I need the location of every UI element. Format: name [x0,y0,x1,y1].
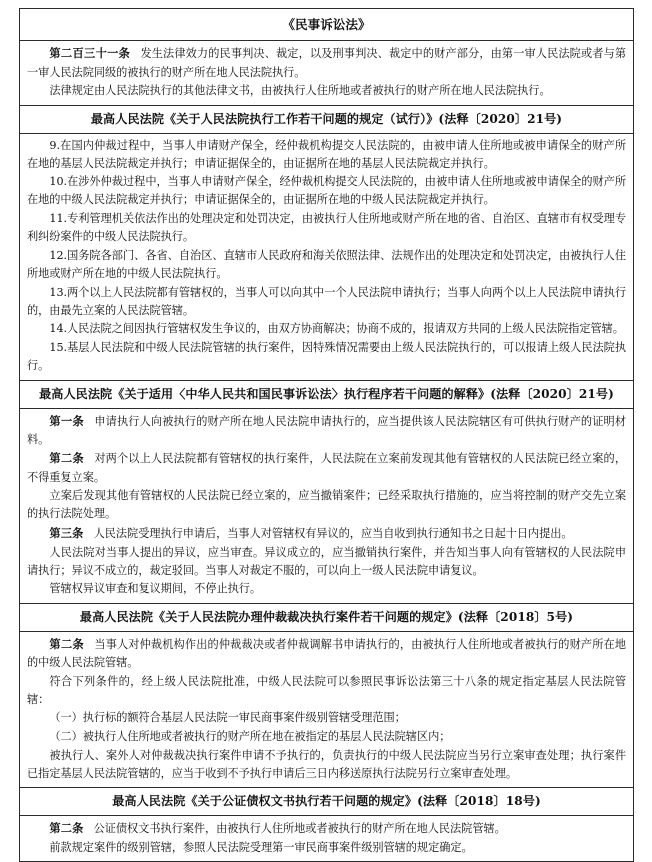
paragraph [27,412,626,449]
paragraph-text: 申请执行人向被执行的财产所在地人民法院申请执行的，应当提供该人民法院辖区有可供执行财产的证明材料。 [27,414,626,446]
paragraph [27,524,626,543]
article-label: 第二条 [49,821,84,836]
paragraph [27,137,626,173]
section-body [20,41,633,104]
paragraph-text: 13.两个以上人民法院都有管辖权的，当事人可以向其中一个人民法院申请执行；当事人向两个以上人民法院申请执行的，由最先立案的人民法院管辖。 [27,285,626,317]
paragraph [27,284,626,320]
section-heading: 最高人民法院《关于适用〈中华人民共和国民事诉讼法〉执行程序若干问题的解释》(法释〔2020〕21号) [20,381,633,409]
book-title [20,9,633,41]
legal-provisions-table [19,8,634,862]
section-arbitration-award-provisions [20,604,633,788]
paragraph [27,173,626,209]
paragraph-text: 法律规定由人民法院执行的其他法律文书，由被执行人住所地或者被执行的财产所在地人民法院执行。 [49,84,551,98]
paragraph [27,210,626,246]
paragraph-text: 人民法院受理执行申请后，当事人对管辖权有异议的，应当自收到执行通知书之日起十日内提出。 [93,526,573,540]
paragraph-text: 9.在国内仲裁过程中，当事人申请财产保全，经仲裁机构提交人民法院的，由被申请人住所地或被申请保全的财产所在地的基层人民法院裁定并执行；申请证据保全的，由证据所在地的基层人民法院裁定并执行。 [27,138,626,170]
section-body [20,632,633,788]
section-civil-procedure-law [20,9,633,106]
section-heading: 最高人民法院《关于公证债权文书执行若干问题的规定》(法释〔2018〕18号) [20,788,633,816]
section-heading: 最高人民法院《关于人民法院执行工作若干问题的规定（试行）》(法释〔2020〕21号) [20,106,633,134]
section-notarized-creditor-document-provisions [20,788,633,861]
section-body [20,816,633,861]
paragraph [27,673,626,709]
section-execution-procedure-interpretation [20,381,633,604]
section-execution-work-provisions [20,106,633,381]
paragraph-text: （二）被执行人住所地或者被执行的财产所在地在被指定的基层人民法院辖区内； [49,729,451,743]
paragraph-text: 当事人对仲裁机构作出的仲裁裁决或者仲裁调解书申请执行的，由被执行人住所地或者被执行的财产所在地的中级人民法院管辖。 [27,637,626,669]
paragraph-text: 立案后发现其他有管辖权的人民法院已经立案的，应当撤销案件；已经采取执行措施的，应当将控制的财产交先立案的执行法院处理。 [27,489,626,521]
paragraph [27,839,626,857]
paragraph-text: 15.基层人民法院和中级人民法院管辖的执行案件，因特殊情况需要由上级人民法院执行的，可以报请上级人民法院执行。 [27,341,626,373]
paragraph [27,544,626,580]
article-label: 第二条 [49,451,85,466]
paragraph-text: 被执行人、案外人对仲裁裁决执行案件申请不予执行的，负责执行的中级人民法院应当另行立案审查处理；执行案件已指定基层人民法院管辖的，应当于收到不予执行申请后三日内移送原执行法院另行立案审查处理。 [27,748,626,780]
paragraph-text: （一）执行标的额符合基层人民法院一审民商事案件级别管辖受理范围； [49,711,406,725]
article-label: 第二百三十一条 [49,46,131,61]
paragraph [27,44,626,81]
paragraph [27,819,626,838]
paragraph [27,320,626,338]
paragraph [27,449,626,486]
paragraph [27,580,626,598]
book-title-text: 《民事诉讼法》 [282,17,371,32]
paragraph [27,247,626,283]
paragraph [27,487,626,523]
paragraph-text: 前款规定案件的级别管辖，参照人民法院受理第一审民商事案件级别管辖的规定确定。 [49,840,473,854]
paragraph [27,747,626,783]
paragraph-text: 发生法律效力的民事判决、裁定，以及刑事判决、裁定中的财产部分，由第一审人民法院或者与第一审人民法院同级的被执行的财产所在地人民法院执行。 [27,47,626,79]
paragraph [27,728,626,746]
paragraph-text: 12.国务院各部门、各省、自治区、直辖市人民政府和海关依照法律、法规作出的处理决定和处罚决定，由被执行人住所地或财产所在地的中级人民法院执行。 [27,248,626,281]
paragraph-text: 对两个以上人民法院都有管辖权的执行案件，人民法院在立案前发现其他有管辖权的人民法院已经立案的，不得重复立案。 [27,452,626,484]
article-label: 第一条 [49,413,85,428]
section-heading: 最高人民法院《关于人民法院办理仲裁裁决执行案件若干问题的规定》(法释〔2018〕5号) [20,604,633,632]
paragraph-text: 14.人民法院之间因执行管辖权发生争议的，由双方协商解决；协商不成的，报请双方共同的上级人民法院指定管辖。 [49,322,624,336]
section-body [20,409,633,603]
paragraph [27,339,626,375]
paragraph-text: 11.专利管理机关依法作出的处理决定和处罚决定，由被执行人住所地或财产所在地的省、自治区、直辖市有权受理专利纠纷案件的中级人民法院执行。 [27,212,626,244]
paragraph [27,82,626,100]
paragraph-text: 公证债权文书执行案件，由被执行人住所地或者被执行的财产所在地人民法院管辖。 [93,822,506,836]
paragraph-text: 10.在涉外仲裁过程中，当事人申请财产保全，经仲裁机构提交人民法院的，由被申请人住所地或被申请保全的财产所在地的中级人民法院裁定并执行；申请证据保全的，由证据所在地的中级人民法院裁定并执行。 [27,175,626,207]
section-body [20,134,633,380]
paragraph-text: 人民法院对当事人提出的异议，应当审查。异议成立的，应当撤销执行案件，并告知当事人向有管辖权的人民法院申请执行；异议不成立的，裁定驳回。当事人对裁定不服的，可以向上一级人民法院申请复议。 [27,545,626,577]
paragraph-text: 符合下列条件的，经上级人民法院批准，中级人民法院可以参照民事诉讼法第三十八条的规定指定基层人民法院管辖： [27,674,626,706]
paragraph [27,635,626,672]
article-label: 第二条 [49,636,85,651]
paragraph [27,709,626,727]
article-label: 第三条 [49,525,84,540]
paragraph-text: 管辖权异议审查和复议期间，不停止执行。 [49,582,262,596]
